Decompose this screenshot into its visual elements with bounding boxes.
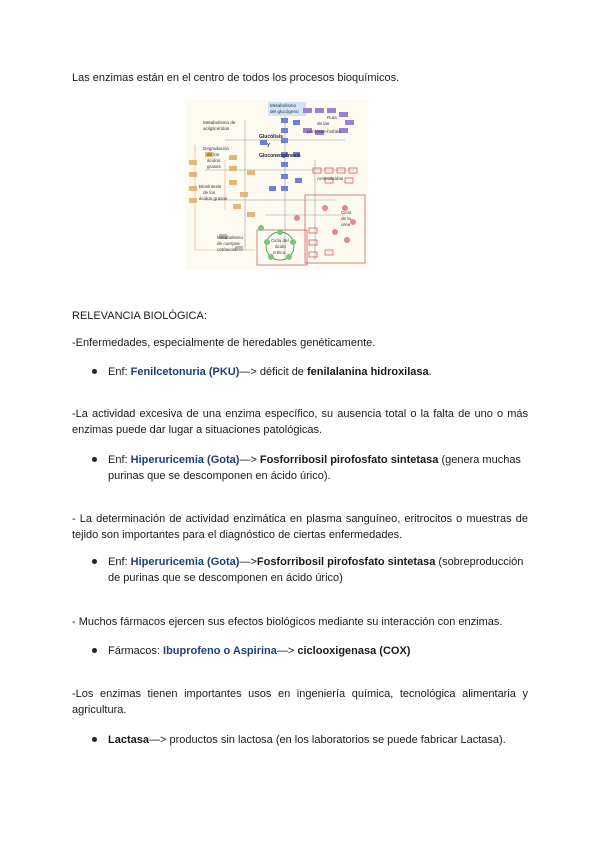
- label-urea-3: urea: [341, 222, 351, 227]
- section-4-paragraph: - Muchos fármacos ejercen sus efectos biológicos mediante su interacción con enzimas.: [72, 616, 503, 628]
- metabolic-pathways-figure: [185, 100, 368, 270]
- label-fa-degradation-4: grasos: [207, 164, 221, 169]
- label-glycogen: Metabolismo: [270, 103, 297, 108]
- enzyme-name: Fosforribosil pirofosfato sintetasa: [256, 556, 436, 568]
- section-5-paragraph: -Los enzimas tienen importantes usos en ingeniería química, tecnológica alimentaria y agricultura.: [72, 688, 528, 716]
- section-heading: RELEVANCIA BIOLÓGICA:: [72, 310, 207, 322]
- label-citric-2: ácido: [275, 244, 286, 249]
- label-fa-biosynthesis-2: de los: [203, 190, 216, 195]
- disease-term: Fenilcetonuria (PKU): [130, 366, 240, 378]
- label-urea-2: de la: [341, 216, 351, 221]
- label-acylglycerols-2: acilglicéridos: [203, 126, 230, 131]
- label-urea: Ciclo: [341, 210, 352, 215]
- label-pentose-2: de las: [317, 121, 330, 126]
- section-2-bullet: [92, 452, 528, 484]
- section-3-bullet: [92, 554, 528, 586]
- label-fa-biosynthesis-3: ácidos grasos: [199, 196, 228, 201]
- bullet-arrow: —>: [276, 645, 298, 657]
- label-citric-3: cítrico: [273, 250, 286, 255]
- enzyme-name: Lactasa: [108, 734, 149, 746]
- bullet-arrow: —>: [239, 556, 257, 568]
- section-2-paragraph: -La actividad excesiva de una enzima específico, su ausencia total o la falta de uno o más enzimas puede dar lugar a situaciones patológicas.: [72, 408, 528, 436]
- label-gluconeogenesis: Gluconeogénesis: [259, 153, 301, 159]
- bullet-prefix: Fármacos:: [108, 645, 164, 657]
- label-pentose-3: pentosas-fosfato: [307, 129, 341, 134]
- enzyme-name: fenilalanina hidroxilasa: [307, 366, 429, 378]
- bullet-prefix: Enf:: [108, 556, 131, 568]
- bullet-dot: [92, 648, 97, 653]
- bullet-dot: [92, 559, 97, 564]
- disease-term: Hiperuricemia (Gota): [130, 556, 240, 568]
- label-glycogen-2: del glucógeno: [270, 109, 299, 114]
- bullet-arrow: —> déficit de: [239, 366, 307, 378]
- label-ketone-3: cetónicos: [217, 247, 237, 252]
- intro-text: Las enzimas están en el centro de todos los procesos bioquímicos.: [72, 72, 400, 84]
- bullet-prefix: Enf:: [108, 366, 131, 378]
- label-ketone-2: de cuerpos: [217, 241, 240, 246]
- label-amino-acids: Aminoácidos: [317, 176, 344, 181]
- label-fa-degradation-3: ácidos: [207, 158, 221, 163]
- label-fa-degradation: Degradación: [203, 146, 230, 151]
- label-glycolysis-y: y: [267, 142, 270, 148]
- label-fa-degradation-2: de los: [207, 152, 220, 157]
- bullet-arrow: —>: [239, 454, 260, 466]
- section-3-paragraph: - La determinación de actividad enzimática en plasma sanguíneo, eritrocitos o muestras de tejido son importantes para el diagnóstico de ciertas enfermedades.: [72, 513, 528, 541]
- label-fa-biosynthesis: Biosíntesis: [199, 184, 222, 189]
- section-1-bullet: [92, 364, 528, 380]
- label-ketone: Metabolismo: [217, 235, 244, 240]
- bullet-rest: (genera muchas purinas que se descomponen en ácido úrico).: [108, 454, 521, 482]
- bullet-rest: (sobreproducción de purinas que se descomponen en ácido úrico): [108, 556, 524, 584]
- metabolic-map: [185, 100, 368, 270]
- section-5-bullet: [92, 732, 528, 748]
- bullet-rest: —> productos sin lactosa (en los laboratorios se puede fabricar Lactasa).: [148, 734, 506, 746]
- drug-term: Ibuprofeno o Aspirina: [163, 645, 277, 657]
- bullet-dot: [92, 369, 97, 374]
- bullet-prefix: Enf:: [108, 454, 131, 466]
- enzyme-name: ciclooxigenasa (COX): [297, 645, 411, 657]
- disease-term: Hiperuricemia (Gota): [130, 454, 240, 466]
- bullet-dot: [92, 457, 97, 462]
- bullet-rest: .: [428, 366, 432, 378]
- label-glycolysis: Glucólisis: [259, 134, 283, 140]
- label-pentose: Ruta: [327, 115, 337, 120]
- enzyme-name: Fosforribosil pirofosfato sintetasa: [259, 454, 439, 466]
- section-1-paragraph: -Enfermedades, especialmente de heredables genéticamente.: [72, 337, 376, 349]
- section-4-bullet: [92, 643, 528, 659]
- label-acylglycerols: Metabolismo de: [203, 120, 236, 125]
- label-citric: Ciclo del: [271, 238, 289, 243]
- bullet-dot: [92, 737, 97, 742]
